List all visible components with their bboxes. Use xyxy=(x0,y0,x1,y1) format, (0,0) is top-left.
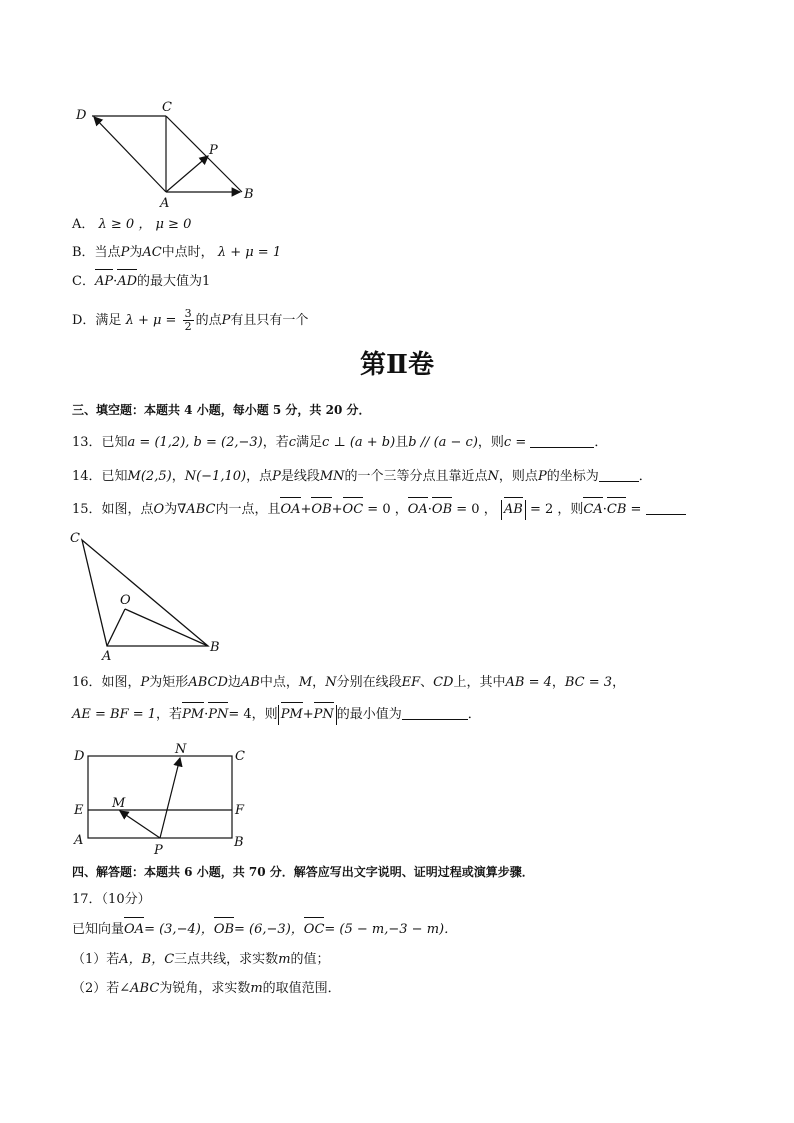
q17-p2b: 为锐角，求实数 xyxy=(159,981,251,996)
q14-t2: 是线段 xyxy=(280,469,320,484)
q14-mn: MN xyxy=(319,469,345,484)
vector-pm xyxy=(120,811,160,838)
label-d: D xyxy=(74,749,85,764)
dot-operator: · xyxy=(113,274,118,289)
q15-eqans: = xyxy=(630,502,642,517)
label-o: O xyxy=(120,593,131,608)
vector-cb: CB xyxy=(607,500,627,520)
vector-oc: OC xyxy=(304,920,325,940)
q15-eq0b: = 0 ， xyxy=(456,502,497,517)
q17-l1a: 已知向量 xyxy=(72,922,125,937)
q16-line2a: AE = BF = 1 xyxy=(72,707,157,722)
q17-oc-value: = (5 − m,−3 − m)． xyxy=(324,922,458,937)
vector-ap-text: AP xyxy=(95,272,113,292)
answer-blank[interactable] xyxy=(402,705,468,720)
vector-ob: OB xyxy=(214,920,234,940)
vector-pn: PN xyxy=(314,705,334,725)
answer-blank[interactable] xyxy=(646,500,686,515)
vector-pn: PN xyxy=(208,705,228,725)
q16-sep2: ， xyxy=(551,675,565,690)
q16-p: P xyxy=(140,675,150,690)
q16-l2d: 的最小值为 xyxy=(336,707,402,722)
section-title: 第Ⅱ卷 xyxy=(360,350,434,380)
label-b: B xyxy=(234,835,244,850)
q16-n: N xyxy=(325,675,337,690)
q13-cond2: b // (a − c) xyxy=(408,435,478,450)
option-b-eq: λ + μ = 1 xyxy=(217,245,282,260)
q16-ef: EF xyxy=(401,675,421,690)
q16-l1f: 上，其中 xyxy=(453,675,506,690)
option-b-tail: 中点时， xyxy=(161,245,214,260)
q13-text4: ，则 xyxy=(477,435,504,450)
q14-sep: ， xyxy=(171,469,185,484)
q16-l1d: 分别在线段 xyxy=(336,675,402,690)
label-a: A xyxy=(160,196,170,211)
q13-text1: ，若 xyxy=(262,435,289,450)
option-a-prefix: A． xyxy=(72,217,95,232)
vector-ad-text: AD xyxy=(117,272,137,292)
question-17-part1 xyxy=(72,950,330,970)
q14-p2: P xyxy=(537,469,547,484)
q14-t1: ，点 xyxy=(246,469,273,484)
q16-number: 16．如图， xyxy=(72,675,141,690)
label-p: P xyxy=(209,143,218,158)
q13-text2: 满足 xyxy=(296,435,323,450)
plus-sign: + xyxy=(302,707,314,722)
q14-point-m: M(2,5) xyxy=(127,469,172,484)
figure-triangle xyxy=(70,530,230,662)
option-d-tail2: 有且只有一个 xyxy=(230,313,309,328)
q15-eq0: = 0 ， xyxy=(367,502,408,517)
plus-sign: + xyxy=(331,502,343,517)
label-c: C xyxy=(162,100,172,115)
question-14 xyxy=(72,467,652,487)
q15-triangle: ∇ABC xyxy=(177,502,216,517)
fraction-three-halves xyxy=(183,308,194,333)
fraction-denominator: 2 xyxy=(184,320,192,333)
q16-l2b: ，若 xyxy=(156,707,183,722)
option-d-prefix: D．满足 xyxy=(72,313,122,328)
question-13 xyxy=(72,433,607,453)
option-a xyxy=(72,215,191,235)
plus-sign: + xyxy=(300,502,312,517)
q13-vectors: a = (1,2), b = (2,−3) xyxy=(127,435,263,450)
q16-cd: CD xyxy=(433,675,454,690)
vector-ob: OB xyxy=(432,500,452,520)
segment-oa xyxy=(107,609,125,646)
answer-blank[interactable] xyxy=(599,467,639,482)
option-c-tail: 的最大值为1 xyxy=(137,274,211,289)
vector-oa: OA xyxy=(408,500,428,520)
option-d-lhs: λ + μ = xyxy=(125,313,177,328)
dot-operator: · xyxy=(204,707,209,722)
triangle-abc xyxy=(82,540,208,646)
label-a: A xyxy=(74,833,84,848)
option-b-p: P xyxy=(120,245,130,260)
option-c-prefix: C． xyxy=(72,274,95,289)
option-d-tail1: 的点 xyxy=(195,313,222,328)
figure-rectangle xyxy=(72,740,252,858)
q16-l1e: 、 xyxy=(420,675,434,690)
q13-text3: 且 xyxy=(395,435,409,450)
vector-oc: OC xyxy=(343,500,364,520)
q14-t4: ，则点 xyxy=(498,469,538,484)
label-b: B xyxy=(244,187,254,202)
q14-end: ． xyxy=(638,469,652,484)
question-17-given xyxy=(72,920,457,940)
q16-abval: AB = 4 xyxy=(505,675,552,690)
label-p: P xyxy=(154,843,163,858)
rectangle-abcd xyxy=(88,756,232,838)
q16-l1c: 中点， xyxy=(259,675,299,690)
q14-t5: 的坐标为 xyxy=(546,469,599,484)
q16-m: M xyxy=(298,675,313,690)
q17-p1c: 的值； xyxy=(290,952,330,967)
q16-l1b: 边 xyxy=(227,675,241,690)
option-b-ac: AC xyxy=(142,245,162,260)
option-c xyxy=(72,272,210,292)
q15-t2: 内一点，且 xyxy=(215,502,281,517)
label-d: D xyxy=(76,108,87,123)
q13-cond1: c ⊥ (a + b) xyxy=(322,435,396,450)
abs-pm-pn xyxy=(278,705,337,725)
q13-end: ． xyxy=(594,435,608,450)
abs-ab xyxy=(501,500,526,520)
option-b-prefix: B．当点 xyxy=(72,245,121,260)
label-f: F xyxy=(235,803,245,818)
q17-p1a: （1）若 xyxy=(72,952,120,967)
vector-ad xyxy=(94,117,166,192)
q17-p2c: 的取值范围． xyxy=(262,981,341,996)
dot-operator: · xyxy=(602,502,607,517)
label-b: B xyxy=(210,640,220,655)
question-16-line1 xyxy=(72,673,625,693)
q16-abcd: ABCD xyxy=(188,675,228,690)
option-a-text: λ ≥ 0 ， μ ≥ 0 xyxy=(98,217,192,232)
q14-point-n: N(−1,10) xyxy=(184,469,247,484)
q13-c: c xyxy=(288,435,297,450)
vector-oa: OA xyxy=(124,920,144,940)
vector-ap xyxy=(166,156,208,192)
vector-ob: OB xyxy=(311,500,331,520)
q16-ab: AB xyxy=(240,675,260,690)
question-17-part2 xyxy=(72,979,341,999)
section-3-heading: 三、填空题：本题共 4 小题，每小题 5 分，共 20 分． xyxy=(72,403,371,417)
q17-ob-value: = (6,−3)， xyxy=(234,922,304,937)
q14-n: N xyxy=(487,469,499,484)
q13-answer-label: c = xyxy=(503,435,527,450)
q16-end: ． xyxy=(467,707,481,722)
q17-oa-value: = (3,−4)， xyxy=(144,922,214,937)
question-15 xyxy=(72,500,686,520)
dot-operator: · xyxy=(427,502,432,517)
q16-bcval: BC = 3 xyxy=(564,675,613,690)
answer-blank[interactable] xyxy=(530,433,594,448)
option-b-mid: 为 xyxy=(129,245,143,260)
segment-ob xyxy=(125,609,208,646)
option-b xyxy=(72,243,281,263)
vector-oa: OA xyxy=(280,500,300,520)
q16-l2c: = 4，则 xyxy=(228,707,278,722)
q14-number: 14．已知 xyxy=(72,469,128,484)
q13-number: 13．已知 xyxy=(72,435,128,450)
q16-sep3: ， xyxy=(612,675,626,690)
q15-o: O xyxy=(153,502,165,517)
q16-sep: ， xyxy=(312,675,326,690)
q17-p2a: （2）若 xyxy=(72,981,120,996)
vector-pn xyxy=(160,758,180,838)
option-d-p: P xyxy=(221,313,231,328)
question-16-line2 xyxy=(72,705,481,725)
q17-points: A，B，C xyxy=(119,952,175,967)
option-d xyxy=(72,308,308,333)
q15-number: 15．如图，点 xyxy=(72,502,154,517)
edge-cb xyxy=(166,116,242,192)
section-4-heading: 四、解答题：本题共 6 小题，共 70 分．解答应写出文字说明、证明过程或演算步骤． xyxy=(72,865,534,879)
label-a: A xyxy=(102,649,112,664)
q14-t3: 的一个三等分点且靠近点 xyxy=(344,469,488,484)
label-m: M xyxy=(112,796,126,811)
q15-eq2: = 2 ，则 xyxy=(529,502,584,517)
q15-t1: 为 xyxy=(164,502,178,517)
q17-m: m xyxy=(250,981,263,996)
label-n: N xyxy=(175,742,187,757)
vector-ab: AB xyxy=(504,500,523,520)
fraction-numerator: 3 xyxy=(184,307,192,320)
vector-pm: PM xyxy=(281,705,303,725)
vector-pm: PM xyxy=(182,705,204,725)
q17-m: m xyxy=(278,952,291,967)
q14-p: P xyxy=(272,469,281,484)
label-e: E xyxy=(74,803,84,818)
label-c: C xyxy=(70,531,80,546)
vector-ca: CA xyxy=(583,500,602,520)
label-c: C xyxy=(235,749,245,764)
q17-angle: ∠ABC xyxy=(119,981,160,996)
question-17-head: 17．（10分） xyxy=(72,892,151,907)
figure-parallelogram xyxy=(74,98,274,210)
q17-p1b: 三点共线，求实数 xyxy=(174,952,279,967)
q16-l1a: 为矩形 xyxy=(149,675,189,690)
